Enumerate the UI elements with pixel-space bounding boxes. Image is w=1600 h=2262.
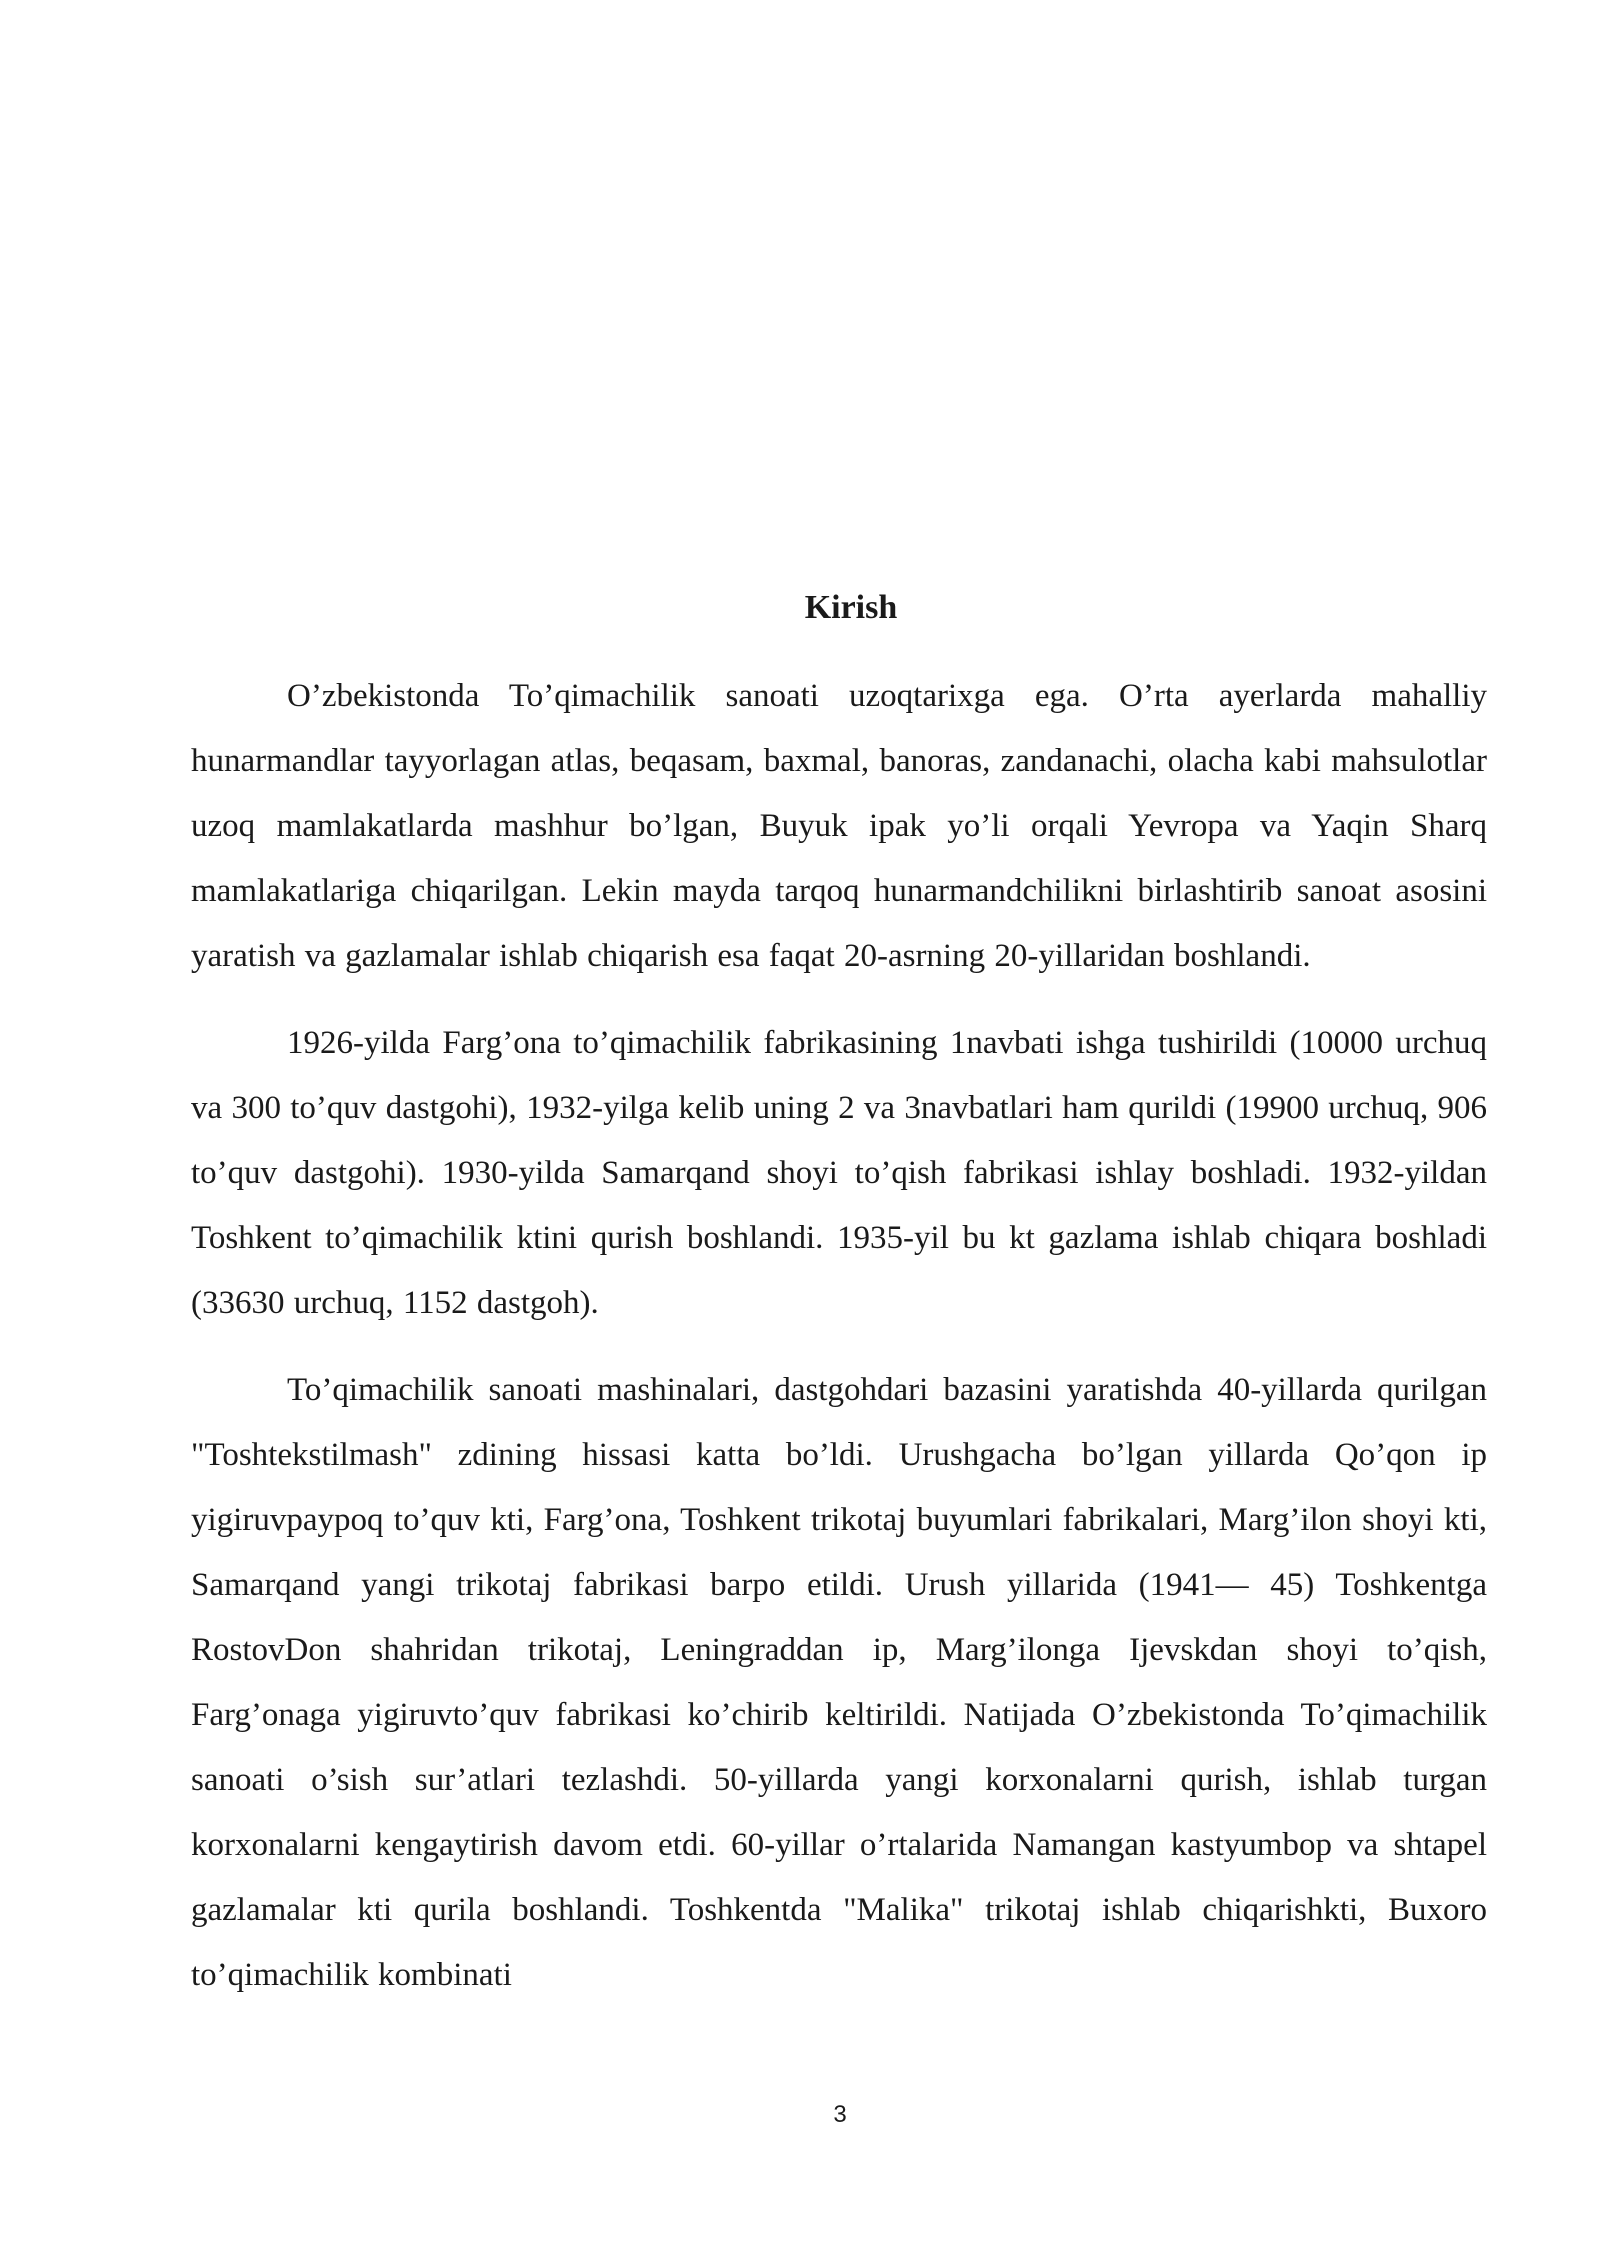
section-title: Kirish — [804, 589, 898, 626]
page-number: 3 — [833, 2101, 847, 2128]
paragraph-3: To’qimachilik sanoati mashinalari, dastgohdari bazasini yaratishda 40-yillarda qurilgan "Toshtekstilmash" zdining hissasi katta bo’ldi. Urushgacha bo’lgan yillarda Qo’qon ip yigiruvpaypoq to’quv kti, Farg’ona, Toshkent trikotaj buyumlari fabrikalari, Marg’ilon shoyi kti, Samarqand yangi trikotaj fabrikasi barpo etildi. Urush yillarida (1941— 45) Toshkentga RostovDon shahridan trikotaj, Leningraddan ip, Marg’ilonga Ijevskdan shoyi to’qish, Farg’onaga yigiruvto’quv fabrikasi ko’chirib keltirildi. Natijada O’zbekistonda To’qimachilik sanoati o’sish sur’atlari tezlashdi. 50-yillarda yangi korxonalarni qurish, ishlab turgan korxonalarni kengaytirish davom etdi. 60-yillar o’rtalarida Namangan kastyumbop va shtapel gazlamalar kti qurila boshlandi. Toshkentda "Malika" trikotaj ishlab chiqarishkti, Buxoro to’qimachilik kombinati — [191, 1372, 1487, 1993]
page-body — [191, 578, 1487, 2030]
paragraph-2: 1926-yilda Farg’ona to’qimachilik fabrikasining 1navbati ishga tushirildi (10000 urchuq va 300 to’quv dastgohi), 1932-yilga kelib uning 2 va 3navbatlari ham qurildi (19900 urchuq, 906 to’quv dastgohi). 1930-yilda Samarqand shoyi to’qish fabrikasi ishlay boshladi. 1932-yildan Toshkent to’qimachilik ktini qurish boshlandi. 1935-yil bu kt gazlama ishlab chiqara boshladi (33630 urchuq, 1152 dastgoh). — [191, 1025, 1487, 1321]
paragraph-1: O’zbekistonda To’qimachilik sanoati uzoqtarixga ega. O’rta ayerlarda mahalliy hunarmandlar tayyorlagan atlas, beqasam, baxmal, banoras, zandanachi, olacha kabi mahsulotlar uzoq mamlakatlarda mashhur bo’lgan, Buyuk ipak yo’li orqali Yevropa va Yaqin Sharq mamlakatlariga chiqarilgan. Lekin mayda tarqoq hunarmandchilikni birlashtirib sanoat asosini yaratish va gazlamalar ishlab chiqarish esa faqat 20-asrning 20-yillaridan boshlandi. — [191, 678, 1487, 974]
